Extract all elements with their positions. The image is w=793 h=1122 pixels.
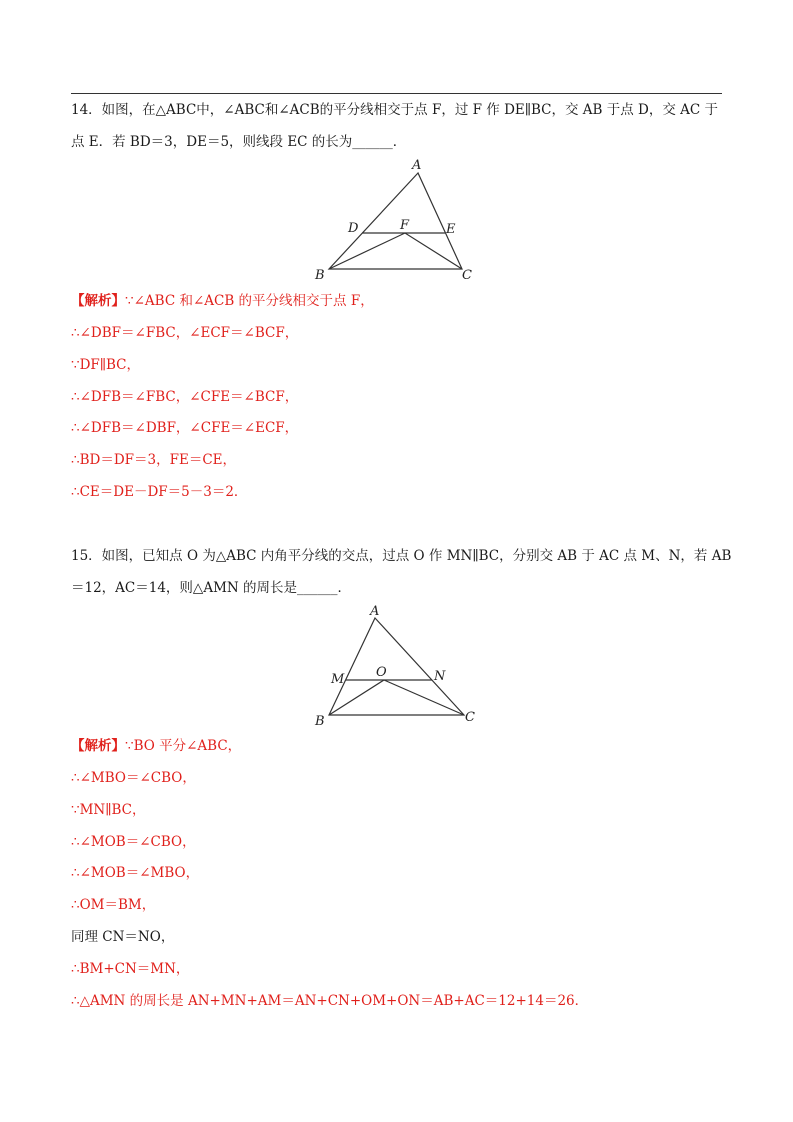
q14-solution-step: ∴BD＝DF＝3，FE＝CE， [71,452,237,468]
q14-solution-step: ∵∠ABC 和∠ACB 的平分线相交于点 F， [125,293,374,309]
q14-solution-step: ∴∠DBF＝∠FBC，∠ECF＝∠BCF， [71,325,299,341]
q15-solution-step: ∴BM+CN＝MN， [71,961,190,977]
q15-text-line1: 15．如图，已知点 O 为△ABC 内角平分线的交点，过点 O 作 MN∥BC，分别交 AB 于 AC 点 M、N，若 AB [71,548,732,564]
q15-label-m: M [331,672,345,687]
q15-triangle-abc [329,618,464,715]
q14-label-f: F [400,218,410,233]
q15-solution-tag: 【解析】 [71,738,125,754]
q15-solution-step: ∴OM＝BM， [71,897,156,913]
q15-label-b: B [315,714,325,729]
q15-label-o: O [376,665,387,680]
q14-solution-step: ∵DF∥BC， [71,357,141,373]
q14-label-a: A [412,158,422,173]
q14-text-line1: 14．如图，在△ABC中，∠ABC和∠ACB的平分线相交于点 F，过 F 作 DE∥BC，交 AB 于点 D，交 AC 于 [71,102,719,118]
q15-segments-bo-co [329,680,464,715]
q15-solution-step: ∴△AMN 的周长是 AN+MN+AM＝AN+CN+OM+ON＝AB+AC＝12+14＝26． [71,993,589,1009]
header-rule [71,93,722,94]
q15-text-line2: ＝12，AC＝14，则△AMN 的周长是______． [71,580,351,596]
q15-solution-step: ∴∠MBO＝∠CBO， [71,770,196,786]
q15-label-a: A [370,604,380,619]
q15-figure [310,600,485,730]
q14-text-line2: 点 E．若 BD＝3，DE＝5，则线段 EC 的长为______． [71,134,407,150]
q15-solution-step: 同理 CN＝NO， [71,929,175,945]
q14-solution-tag: 【解析】 [71,293,125,309]
q14-solution-line0 [71,292,374,310]
q14-label-d: D [348,221,359,236]
q15-solution-step: ∵MN∥BC， [71,802,146,818]
q14-solution-step: ∴CE＝DE－DF＝5－3＝2． [71,484,248,500]
q14-solution-step: ∴∠DFB＝∠DBF，∠CFE＝∠ECF， [71,420,299,436]
q14-label-c: C [462,268,472,283]
q15-label-n: N [434,669,446,684]
q15-solution-line0 [71,737,241,755]
q15-solution-step: ∴∠MOB＝∠MBO， [71,865,200,881]
q15-label-c: C [465,710,475,725]
q15-solution-step: ∵BO 平分∠ABC， [125,738,242,754]
q14-solution-step: ∴∠DFB＝∠FBC，∠CFE＝∠BCF， [71,389,299,405]
q14-figure [310,155,485,285]
q15-solution-step: ∴∠MOB＝∠CBO， [71,834,196,850]
q14-label-b: B [315,268,325,283]
q14-segments-bf-cf [329,233,462,269]
q14-label-e: E [446,222,456,237]
q15-solution-line6 [71,928,174,946]
